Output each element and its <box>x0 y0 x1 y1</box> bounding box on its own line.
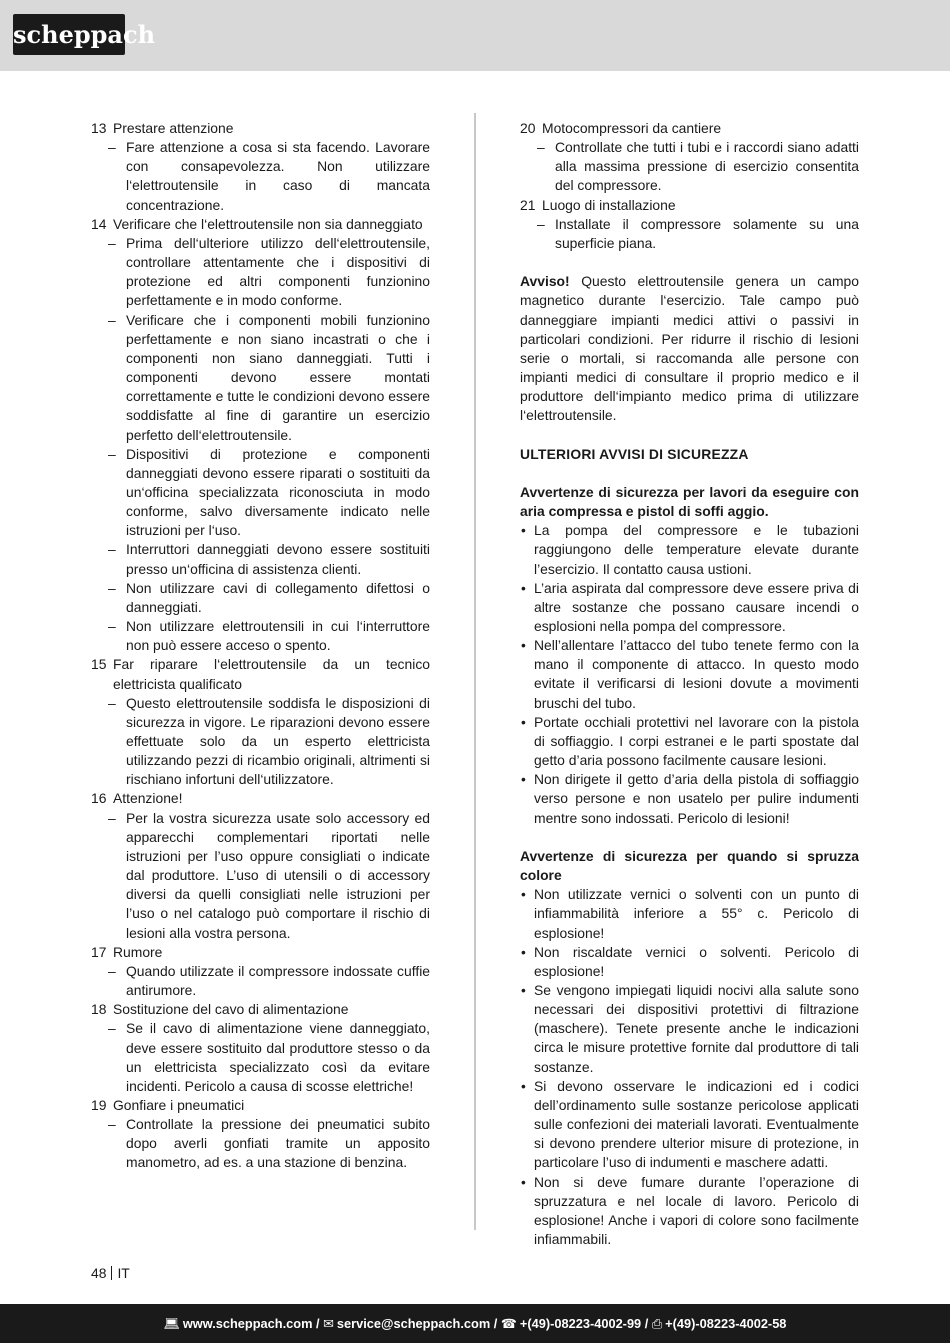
phone-number[interactable]: +(49)-08223-4002-99 <box>519 1316 642 1331</box>
section-number: 16 <box>91 790 107 807</box>
dash-text: Per la vostra sicurezza usate solo accessory ed apparecchi complementari riportati nelle istruzioni per l’uso oppure consigliati o indicate dal produttore. L’uso di utensili o di accessory diversi da quelli consigliati nelle istruzioni per l’uso o nel catalogo può comportare il rischio di lesioni alla vostra persona. <box>126 809 430 941</box>
website-link[interactable]: www.scheppach.com <box>182 1316 313 1331</box>
bullet-item <box>520 636 859 713</box>
section-19 <box>91 1096 430 1115</box>
section-17 <box>91 943 430 962</box>
phone-icon: ☎︎ <box>500 1316 517 1331</box>
bullet-text: Si devono osservare le indicazioni ed i codici dell’ordinamento sulle sostanze pericolose applicati sulle confezioni dei materiali lavorati. Eventualmente si devono prendere ulterior misure di protezione, in particolare l’uso di indumenti e maschere adatti. <box>534 1077 859 1171</box>
dash-text: Non utilizzare cavi di collegamento difettosi o danneggiati. <box>126 579 430 615</box>
dash-item <box>520 215 859 253</box>
dash-marker: – <box>108 694 116 711</box>
bullet-marker: • <box>521 943 526 960</box>
section-number: 14 <box>91 215 107 232</box>
dash-text: Interruttori danneggiati devono essere sostituiti presso un‘officina di assistenza clienti. <box>126 541 430 577</box>
section-18 <box>91 1000 430 1019</box>
dash-item <box>91 1019 430 1096</box>
notice-paragraph <box>520 272 859 425</box>
bullet-text: Nell’allentare l’attacco del tubo tenete fermo con la mano il componente di attacco. In questo modo evitate il verificarsi di lesioni dovute a movimenti bruschi del tubo. <box>534 637 859 711</box>
dash-item <box>91 445 430 541</box>
dash-item <box>91 809 430 943</box>
dash-item <box>91 138 430 215</box>
section-21 <box>520 196 859 215</box>
dash-marker: – <box>537 215 545 232</box>
bullet-text: Non riscaldate vernici o solventi. Pericolo di esplosione! <box>534 943 859 979</box>
dash-text: Prima dell‘ulteriore utilizzo dell‘elettroutensile, controllare attentamente che i dispositivi di protezione ed altri componenti funzionino perfettamente e in modo conforme. <box>126 234 430 309</box>
dash-text: Verificare che i componenti mobili funzionino perfettamente e non siano incastrati o che i componenti non siano danneggiati. Tutti i componenti devono essere montati correttamente e tutte le condizioni devono essere soddisfatte al fine di garantire un esercizio perfetto dell‘elettroutensile. <box>126 311 430 443</box>
dash-marker: – <box>108 1020 116 1037</box>
page-number-separator <box>111 1266 112 1280</box>
section-title: Sostituzione del cavo di alimentazione <box>113 1001 349 1018</box>
section-title: Prestare attenzione <box>113 120 234 136</box>
dash-marker: – <box>108 1116 116 1133</box>
section-title: Rumore <box>113 943 163 960</box>
page-number-value: 48 <box>91 1265 107 1281</box>
bullet-marker: • <box>521 522 526 539</box>
dash-text: Se il cavo di alimentazione viene danneggiato, deve essere sostituito dal produttore stesso o da un elettricista specializzato così da evitare incidenti. Pericolo a causa di scosse elettriche! <box>126 1020 430 1094</box>
block-title-compressed-air: Avvertenze di sicurezza per lavori da eseguire con aria compressa e pistol di soffi aggio. <box>520 483 859 520</box>
page-number <box>91 1264 130 1283</box>
dash-text: Installate il compressore solamente su una superficie piana. <box>555 215 859 251</box>
fax-icon: ⎙︎ <box>651 1316 663 1331</box>
bullet-text: Se vengono impiegati liquidi nocivi alla salute sono necessari dei dispositivi protettivi di filtrazione (maschere). Tenete presente anche le indicazioni circa le misure protettive fornite dal produttore di tali sostanze. <box>534 981 859 1075</box>
section-number: 20 <box>520 120 536 136</box>
dash-marker: – <box>108 234 116 251</box>
dash-text: Non utilizzare elettroutensili in cui l‘interruttore non può essere acceso o spento. <box>126 618 430 654</box>
dash-marker: – <box>108 139 116 156</box>
section-13 <box>91 119 430 138</box>
notice-label: Avviso! <box>520 273 570 290</box>
section-title: Far riparare l‘elettroutensile da un tecnico elettricista qualificato <box>113 656 430 692</box>
dash-item <box>91 1115 430 1172</box>
block-title-painting: Avvertenze di sicurezza per quando si spruzza colore <box>520 847 859 884</box>
section-number: 15 <box>91 656 107 673</box>
bullet-marker: • <box>521 637 526 654</box>
language-code: IT <box>117 1265 130 1281</box>
dash-marker: – <box>108 541 116 558</box>
notice-text: Questo elettroutensile genera un campo magnetico durante l‘esercizio. Tale campo può danneggiare impianti medici attivi o passivi in particolari condizioni. Per ridurre il rischio di lesioni serie o mortali, si raccomanda alle persone con impianti medici di consultare il proprio medico e il produttore dell‘impianto medico prima di utilizzare l‘elettroutensile. <box>520 273 859 424</box>
section-number: 13 <box>91 120 107 136</box>
bullet-item <box>520 1077 859 1173</box>
bullet-item <box>520 885 859 942</box>
dash-text: Fare attenzione a cosa si sta facendo. Lavorare con consapevolezza. Non utilizzare l‘elettroutensile in caso di mancata concentrazione. <box>126 139 430 213</box>
section-title: Gonfiare i pneumatici <box>113 1096 245 1113</box>
column-divider <box>474 113 476 1230</box>
dash-marker: – <box>108 311 116 328</box>
section-16 <box>91 789 430 808</box>
bullet-text: La pompa del compressore e le tubazioni raggiungono delle temperature elevate durante l’esercizio. Il contatto causa ustioni. <box>534 522 859 577</box>
mail-icon: ✉︎ <box>323 1316 334 1331</box>
bullet-item <box>520 713 859 770</box>
email-link[interactable]: service@scheppach.com <box>336 1316 491 1331</box>
section-title: Motocompressori da cantiere <box>542 120 722 136</box>
bullet-marker: • <box>521 1077 526 1094</box>
dash-text: Questo elettroutensile soddisfa le disposizioni di sicurezza in vigore. Le riparazioni devono essere effettuate solo da un esperto elettricista utilizzando pezzi di ricambio originali, altrimenti si rischiano infortuni dell‘utilizzatore. <box>126 694 430 788</box>
section-number: 18 <box>91 1001 107 1018</box>
dash-text: Dispositivi di protezione e componenti danneggiati devono essere riparati o sostituiti da un‘officina specializzata riconosciuta in modo conforme, salvo diversamente indicato nelle istruzioni per l‘uso. <box>126 445 430 539</box>
section-20 <box>520 119 859 138</box>
dash-marker: – <box>108 579 116 596</box>
dash-text: Controllate la pressione dei pneumatici subito dopo averli gonfiati tramite un apposito manometro, ad es. a una stazione di benzina. <box>126 1116 430 1171</box>
left-column <box>91 119 430 1173</box>
dash-item <box>91 540 430 578</box>
dash-marker: – <box>108 445 116 462</box>
dash-text: Quando utilizzate il compressore indossate cuffie antirumore. <box>126 962 430 999</box>
dash-item <box>520 138 859 195</box>
bullet-item <box>520 1173 859 1250</box>
dash-marker: – <box>108 618 116 635</box>
right-column <box>520 119 859 1249</box>
section-title: Attenzione! <box>113 790 183 807</box>
bullet-marker: • <box>521 981 526 998</box>
bullet-text: Non dirigete il getto d’aria della pistola di soffiaggio verso persone e non usatelo per pulire indumenti mentre sono indossati. Pericolo di lesioni! <box>534 771 859 826</box>
separator: / <box>493 1316 498 1331</box>
bullet-marker: • <box>521 1173 526 1190</box>
separator: / <box>316 1316 320 1331</box>
dash-marker: – <box>537 139 545 156</box>
bullet-text: Non si deve fumare durante l’operazione di spruzzatura e nel locale di lavoro. Pericolo di esplosione! Anche i vapori di colore sono facilmente infiammabili. <box>534 1173 859 1247</box>
dash-item <box>91 617 430 655</box>
dash-marker: – <box>108 809 116 826</box>
bullet-item <box>520 981 859 1077</box>
bullet-item <box>520 770 859 827</box>
bullet-text: L’aria aspirata dal compressore deve essere priva di altre sostanze che possano causare incendi o esplosioni nella pompa del compressore. <box>534 579 859 635</box>
separator: / <box>644 1316 649 1331</box>
bullet-marker: • <box>521 579 526 596</box>
bullet-marker: • <box>521 713 526 730</box>
bullet-item <box>520 943 859 981</box>
bullet-item <box>520 521 859 578</box>
bullet-marker: • <box>521 886 526 903</box>
section-number: 21 <box>520 196 536 213</box>
dash-text: Controllate che tutti i tubi e i raccordi siano adatti alla massima pressione di esercizio consentita del compressore. <box>555 139 859 194</box>
section-title: Verificare che l‘elettroutensile non sia danneggiato <box>113 215 423 232</box>
bullet-text: Portate occhiali protettivi nel lavorare con la pistola di soffiaggio. I corpi estranei e le parti spostate dal getto d’aria possono facilmente causare lesioni. <box>534 713 859 769</box>
section-14 <box>91 215 430 234</box>
brand-logo: scheppach <box>13 14 125 55</box>
bullet-text: Non utilizzate vernici o solventi con un punto di infiammabilità inferiore a 55° c. Pericolo di esplosione! <box>534 886 859 941</box>
header-band <box>0 0 950 71</box>
computer-icon: 💻︎ <box>163 1316 180 1331</box>
section-number: 17 <box>91 943 107 960</box>
bullet-marker: • <box>521 771 526 788</box>
dash-item <box>91 234 430 311</box>
dash-marker: – <box>108 962 116 979</box>
bullet-item <box>520 579 859 636</box>
fax-number[interactable]: +(49)-08223-4002-58 <box>665 1316 787 1331</box>
dash-item <box>91 579 430 617</box>
section-number: 19 <box>91 1096 107 1113</box>
dash-item <box>91 962 430 1000</box>
dash-item <box>91 694 430 790</box>
contact-bar <box>0 1304 950 1343</box>
section-heading: ULTERIORI AVVISI DI SICUREZZA <box>520 445 749 462</box>
dash-item <box>91 311 430 445</box>
section-title: Luogo di installazione <box>542 196 676 213</box>
section-15 <box>91 655 430 693</box>
